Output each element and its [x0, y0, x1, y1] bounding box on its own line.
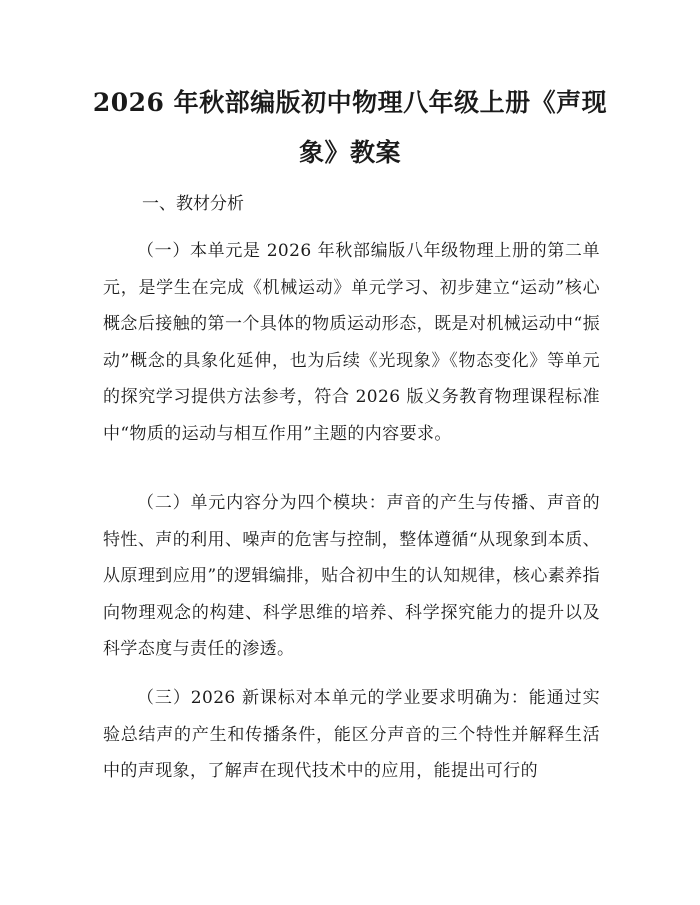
paragraph-1: （一）本单元是 2026 年秋部编版八年级物理上册的第二单元，是学生在完成《机械运动》单元学习、初步建立“运动”核心概念后接触的第一个具体的物质运动形态，既是对机械运动中“振动”概念的具象化延伸，也为后续《光现象》《物态变化》等单元的探究学习提供方法参考，符合 2026 版义务教育物理课程标准中“物质的运动与相互作用”主题的内容要求。	[103, 241, 600, 444]
section-heading: 一、教材分析	[142, 194, 244, 214]
paragraph-2: （二）单元内容分为四个模块：声音的产生与传播、声音的特性、声的利用、噪声的危害与控制，整体遵循“从现象到本质、从原理到应用”的逻辑编排，贴合初中生的认知规律，核心素养指向物理观念的构建、科学思维的培养、科学探究能力的提升以及科学态度与责任的渗透。	[103, 493, 600, 659]
paragraph-3: （三）2026 新课标对本单元的学业要求明确为：能通过实验总结声的产生和传播条件，能区分声音的三个特性并解释生活中的声现象，了解声在现代技术中的应用，能提出可行的	[103, 688, 600, 781]
document-title: 2026 年秋部编版初中物理八年级上册《声现象》教案	[92, 88, 608, 167]
